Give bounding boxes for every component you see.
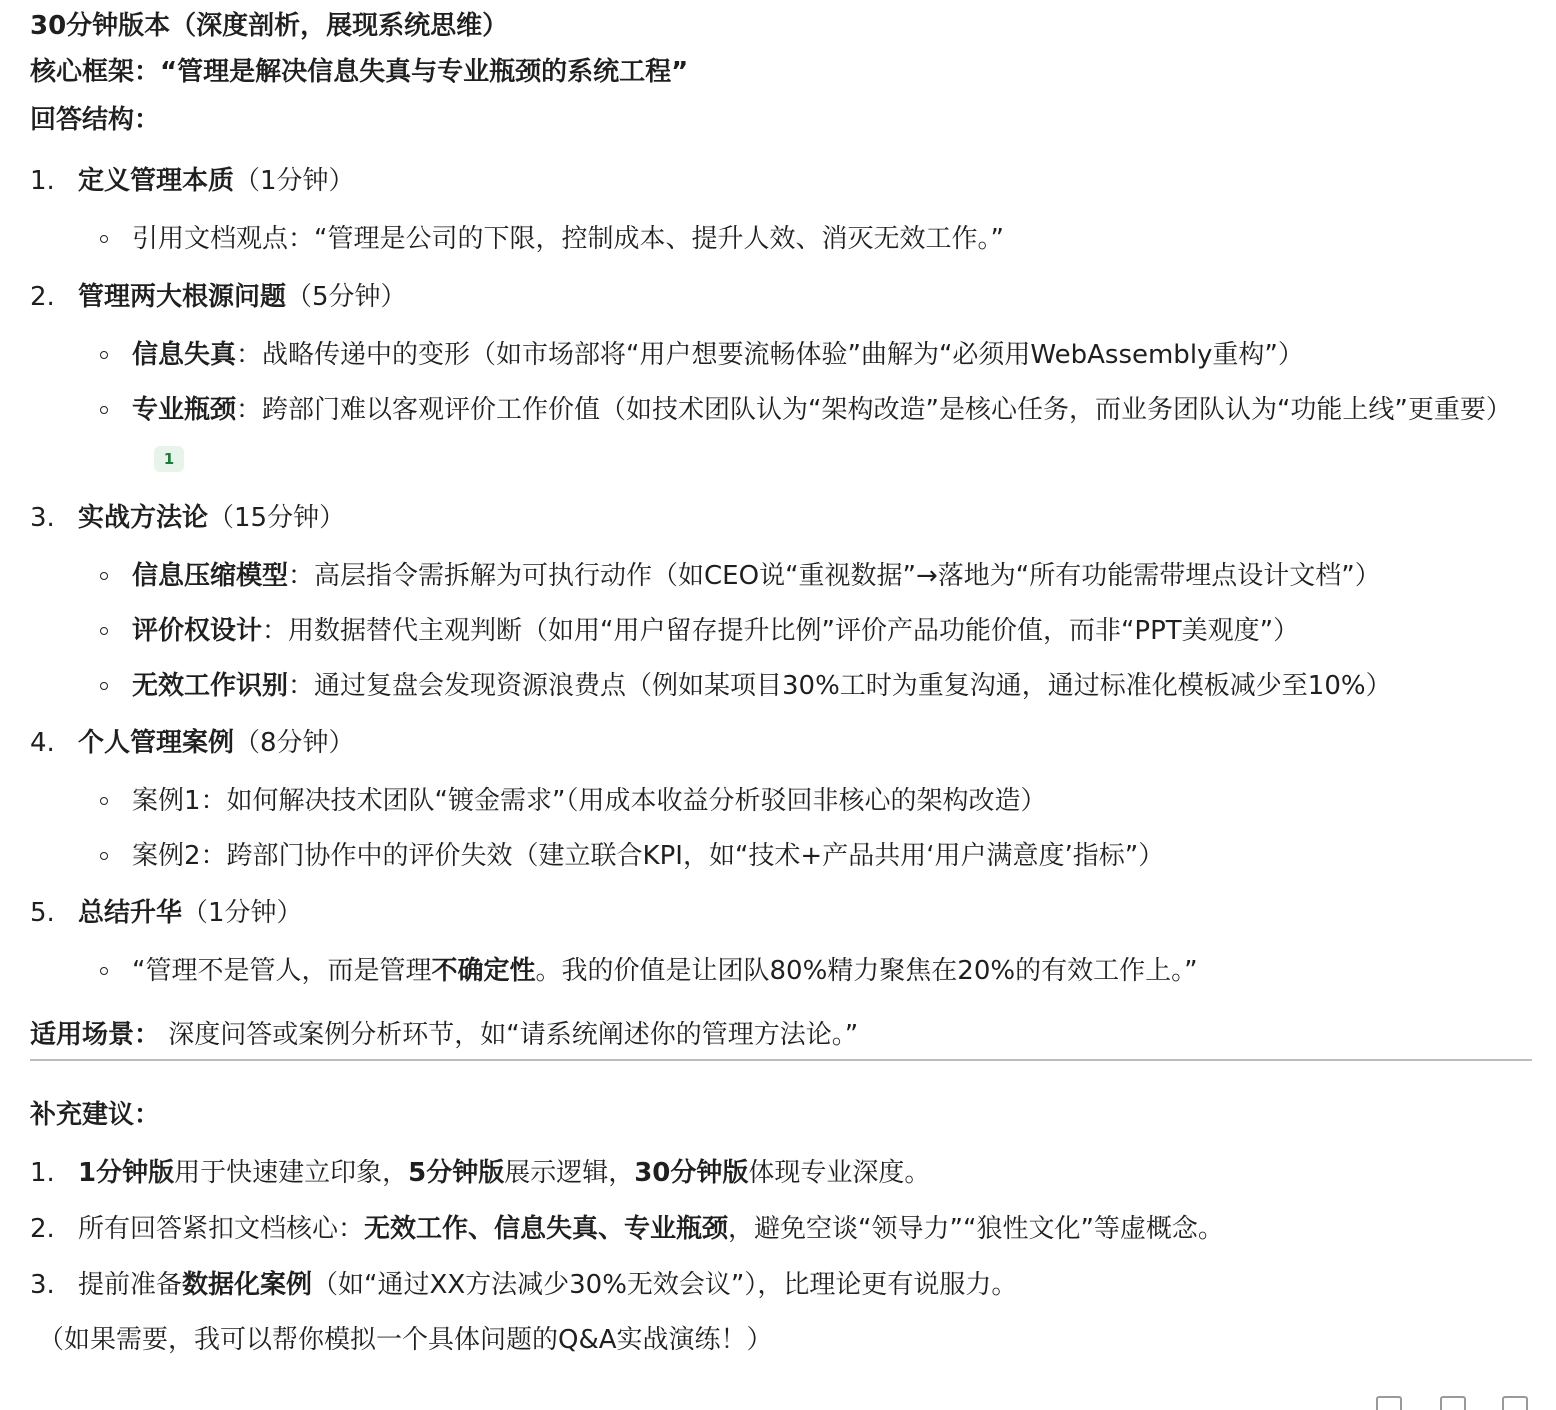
- suggestions-title: 补充建议：: [30, 1100, 161, 1130]
- item-term: 评价权设计: [132, 616, 263, 646]
- section-number: 5.: [30, 898, 55, 928]
- item-text: ：高层指令需拆解为可执行动作（如CEO说“重视数据”→落地为“所有功能需带埋点设计文档”）: [288, 561, 1381, 591]
- suggestion-item: [30, 1145, 1530, 1201]
- bullet-icon: [100, 967, 108, 975]
- suggestion-text: 所有回答紧扣文档核心：: [78, 1214, 365, 1244]
- item-text: ：通过复盘会发现资源浪费点（例如某项目30%工时为重复沟通，通过标准化模板减少至10%）: [288, 671, 1392, 701]
- suggestion-text: 体现专业深度。: [748, 1158, 931, 1188]
- list-item: [30, 607, 1530, 655]
- section-title: 定义管理本质: [78, 166, 235, 196]
- item-text: 案例2：跨部门协作中的评价失效（建立联合KPI，如“技术+产品共用‘用户满意度’指标”）: [132, 841, 1165, 871]
- list-item: [30, 947, 1530, 995]
- suggestion-item: [30, 1201, 1530, 1257]
- list-item: [30, 777, 1530, 825]
- closing-text: （如果需要，我可以帮你模拟一个具体问题的Q&A实战演练！）: [38, 1325, 773, 1355]
- suggestion-text: （如“通过XX方法减少30%无效会议”），比理论更有说服力。: [312, 1270, 1018, 1300]
- core-framework-text: “管理是解决信息失真与专业瓶颈的系统工程”: [160, 57, 689, 87]
- bullet-icon: [100, 682, 108, 690]
- suggestion-item: [30, 1257, 1530, 1313]
- item-text: ：用数据替代主观判断（如用“用户留存提升比例”评价产品功能价值，而非“PPT美观度”）: [262, 616, 1300, 646]
- section-4: [30, 715, 1530, 880]
- section-duration: （1分钟）: [182, 898, 303, 928]
- item-term: 信息压缩模型: [132, 561, 289, 591]
- suggestion-bold: 30分钟版: [634, 1158, 749, 1188]
- copy-icon[interactable]: [1376, 1396, 1402, 1410]
- thumbs-down-icon[interactable]: [1502, 1396, 1528, 1410]
- list-item: [30, 331, 1530, 379]
- item-term: 信息失真: [132, 340, 237, 370]
- suggestions-list: [30, 1145, 1530, 1313]
- item-text: 案例1：如何解决技术团队“镀金需求”（用成本收益分析驳回非核心的架构改造）: [132, 786, 1047, 816]
- structure-label: 回答结构：: [30, 105, 161, 135]
- section-heading: [30, 715, 1530, 771]
- list-item: [30, 552, 1530, 600]
- page-title: 30分钟版本（深度剖析，展现系统思维）: [30, 11, 509, 41]
- item-text: “管理不是管人，而是管理: [132, 956, 432, 986]
- item-text: 引用文档观点：“管理是公司的下限，控制成本、提升人效、消灭无效工作。”: [132, 224, 1004, 254]
- suggestion-text: 提前准备: [78, 1270, 183, 1300]
- section-heading: [30, 490, 1530, 546]
- section-heading: [30, 153, 1530, 209]
- bullet-icon: [100, 572, 108, 580]
- suggestion-number: 3.: [30, 1270, 55, 1300]
- section-heading: [30, 885, 1530, 941]
- suggestion-bold: 5分钟版: [408, 1158, 505, 1188]
- section-number: 3.: [30, 503, 55, 533]
- bullet-icon: [100, 235, 108, 243]
- citation-badge[interactable]: 1: [154, 446, 184, 472]
- divider: [30, 1059, 1532, 1061]
- item-text: ：战略传递中的变形（如市场部将“用户想要流畅体验”曲解为“必须用WebAssembly重构”）: [236, 340, 1304, 370]
- suggestion-number: 2.: [30, 1214, 55, 1244]
- suggestion-bold: 无效工作、信息失真、专业瓶颈: [364, 1214, 729, 1244]
- suggestion-text: 展示逻辑，: [504, 1158, 635, 1188]
- item-term: 无效工作识别: [132, 671, 289, 701]
- suggestion-bold: 数据化案例: [182, 1270, 313, 1300]
- bullet-icon: [100, 351, 108, 359]
- section-title: 个人管理案例: [78, 728, 235, 758]
- suggestion-text: 用于快速建立印象，: [174, 1158, 409, 1188]
- list-item: [30, 832, 1530, 880]
- section-duration: （5分钟）: [286, 282, 407, 312]
- item-text: 。我的价值是让团队80%精力聚焦在20%的有效工作上。”: [535, 956, 1198, 986]
- core-framework-label: 核心框架：: [30, 57, 161, 87]
- section-number: 4.: [30, 728, 55, 758]
- section-title: 管理两大根源问题: [78, 282, 287, 312]
- bullet-icon: [100, 406, 108, 414]
- section-title: 总结升华: [78, 898, 183, 928]
- scenario: [30, 1010, 858, 1060]
- bullet-icon: [100, 797, 108, 805]
- section-3: [30, 490, 1530, 710]
- item-term: 不确定性: [431, 956, 536, 986]
- section-5: [30, 885, 1530, 995]
- bullet-icon: [100, 852, 108, 860]
- suggestion-text: ，避免空谈“领导力”“狼性文化”等虚概念。: [728, 1214, 1224, 1244]
- list-item: [30, 215, 1530, 263]
- suggestion-number: 1.: [30, 1158, 55, 1188]
- section-duration: （1分钟）: [234, 166, 355, 196]
- core-framework: [30, 48, 688, 96]
- bullet-icon: [100, 627, 108, 635]
- item-term: 专业瓶颈: [132, 395, 237, 425]
- list-item: [30, 386, 1530, 482]
- section-title: 实战方法论: [78, 503, 209, 533]
- scenario-text: 深度问答或案例分析环节，如“请系统阐述你的管理方法论。”: [160, 1020, 859, 1050]
- section-number: 1.: [30, 166, 55, 196]
- section-1: [30, 153, 1530, 263]
- section-duration: （15分钟）: [208, 503, 346, 533]
- scenario-label: 适用场景：: [30, 1020, 161, 1050]
- suggestion-bold: 1分钟版: [78, 1158, 175, 1188]
- item-text: ：跨部门难以客观评价工作价值（如技术团队认为“架构改造”是核心任务，而业务团队认为“功能上线”更重要）: [236, 395, 1512, 425]
- list-item: [30, 662, 1530, 710]
- thumbs-up-icon[interactable]: [1440, 1396, 1466, 1410]
- message-actions: [1370, 1396, 1530, 1406]
- section-2: [30, 269, 1530, 482]
- section-number: 2.: [30, 282, 55, 312]
- section-duration: （8分钟）: [234, 728, 355, 758]
- section-heading: [30, 269, 1530, 325]
